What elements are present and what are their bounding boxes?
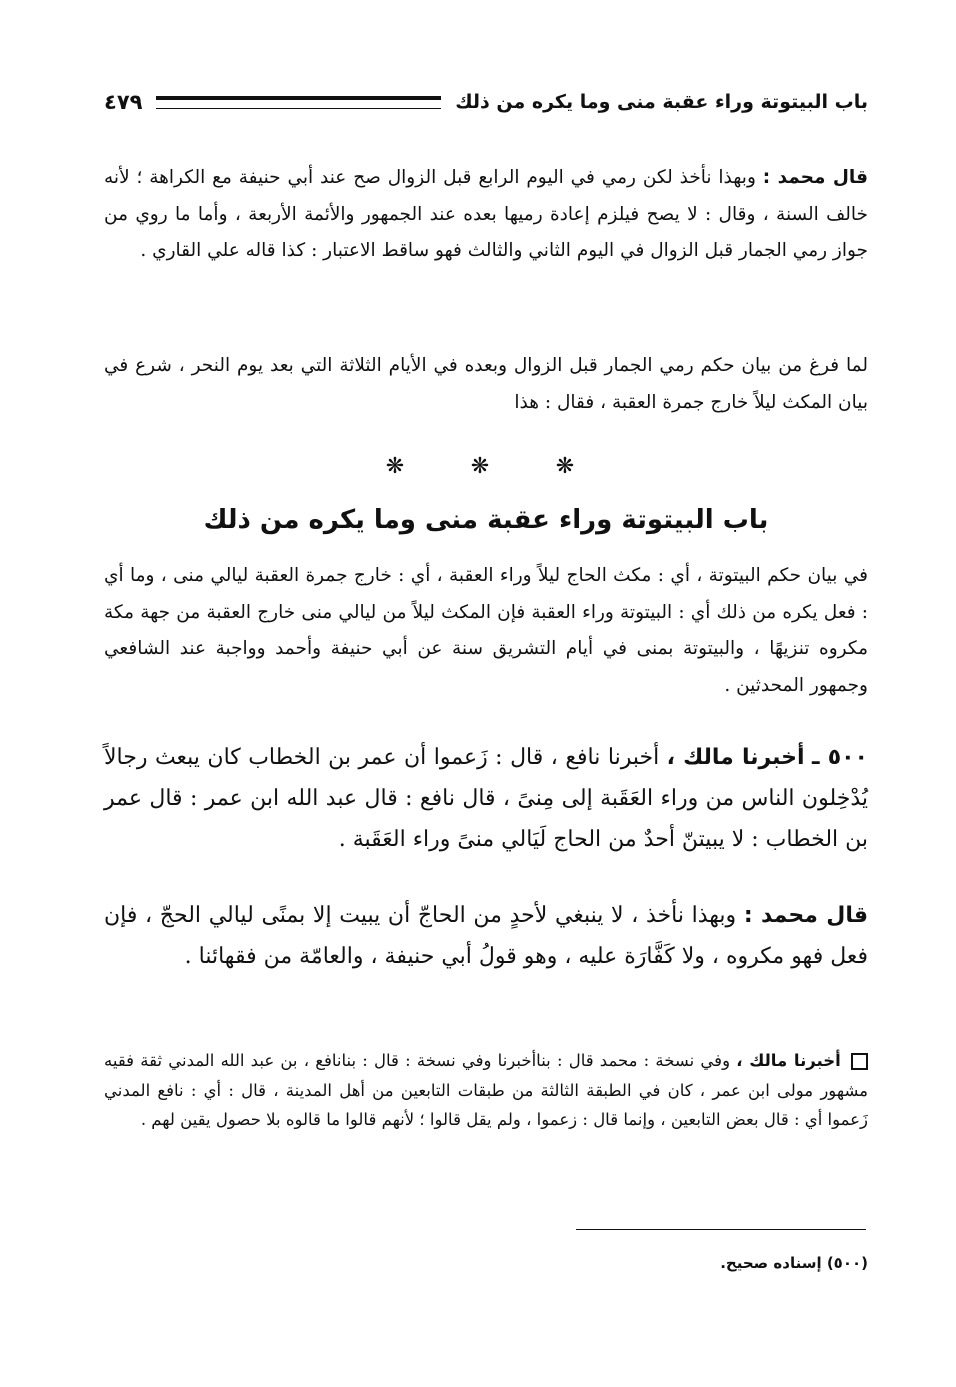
section-separator [380,452,580,482]
chapter-explanation-text: في بيان حكم البيتوتة ، أي : مكث الحاج ليلاً وراء العقبة ، أي : خارج جمرة العقبة ليالي منى ، وما أي : فعل يكره من ذلك أي : البيتوتة وراء العقبة فإن المكث ليلاً من ليالي منى خارج العقبة من جهة مكة مكروه تنزيهًا ، والبيتوتة بمنى في أيام التشريق سنة عن أبي حنيفة وأحمد وواجبة عند الشافعي وجمهور المحدثين . [104,565,868,696]
hadith-number: ٥٠٠ ـ [812,745,868,770]
muhammad-comment-speaker: قال محمد : [743,903,868,928]
commentary-paragraph-2 [104,348,868,421]
footnote: (٥٠٠) إسناده صحيح. [720,1254,868,1272]
separator-star-icon: ❋ [470,454,490,479]
hadith-narrator: أخبرنا مالك ، [666,745,805,770]
commentary-1-text: وبهذا نأخذ لكن رمي في اليوم الرابع قبل الزوال صح عند أبي حنيفة مع الكراهة ؛ لأنه خالف السنة ، وقال : لا يصح فيلزم إعادة رميها بعده عند الجمهور والأئمة الأربعة ، وأما ما روي من جواز رمي الجمار قبل الزوال في اليوم الثاني والثالث فهو ساقط الاعتبار : كذا قاله علي القاري . [104,167,868,261]
separator-star-icon: ❋ [385,454,405,479]
annotation-notes [104,1046,868,1135]
commentary-2-text: لما فرغ من بيان حكم رمي الجمار قبل الزوال وبعده في الأيام الثلاثة التي بعد يوم النحر ، شرع في بيان المكث ليلاً خارج جمرة العقبة ، فقال : هذا [104,355,868,413]
commentary-1-speaker: قال محمد : [762,167,868,188]
chapter-title: باب البيتوتة وراء عقبة منى وما يكره من ذلك [203,505,769,535]
header-double-rule [156,96,441,109]
note-box-icon [851,1053,868,1070]
muhammad-comment [104,895,868,977]
running-header [104,86,868,118]
muhammad-comment-text: وبهذا نأخذ ، لا ينبغي لأحدٍ من الحاجّ أن يبيت إلا بمنًى ليالي الحجّ ، فإن فعل فهو مكروه ، ولا كَفَّارَة عليه ، وهو قولُ أبي حنيفة ، والعامّة من فقهائنا . [104,903,868,969]
page-number: ٤٧٩ [104,90,143,114]
chapter-explanation [104,558,868,704]
footnote-rule [576,1229,866,1230]
notes-lead: أخبرنا مالك ، [736,1051,841,1070]
commentary-paragraph-1 [104,160,868,270]
hadith-500 [104,737,868,860]
notes-text: وفي نسخة : محمد قال : بناأخبرنا وفي نسخة : قال : بنانافع ، بن عبد الله المدني ثقة فقيه مشهور مولى ابن عمر ، كان في الطبقة الثالثة من طبقات التابعين من أهل المدينة ، قال : أي : نافع المدني زَعموا أي : قال بعض التابعين ، وإنما قال : زعموا ، ولم يقل قالوا ؛ لأنهم قالوا ما قالوه بلا حصول يقين لهم . [104,1051,868,1129]
hadith-text: أخبرنا نافع ، قال : زَعموا أن عمر بن الخطاب كان يبعث رجالاً يُدْخِلون الناس من وراء العَقَبة إلى مِنىً ، قال نافع : قال عبد الله ابن عمر : قال عمر بن الخطاب : لا يبيتنّ أحدٌ من الحاج لَيَالي منىً وراء العَقَبة . [104,745,868,852]
running-header-title: باب البيتوتة وراء عقبة منى وما يكره من ذلك [455,91,868,113]
separator-star-icon: ❋ [555,454,575,479]
